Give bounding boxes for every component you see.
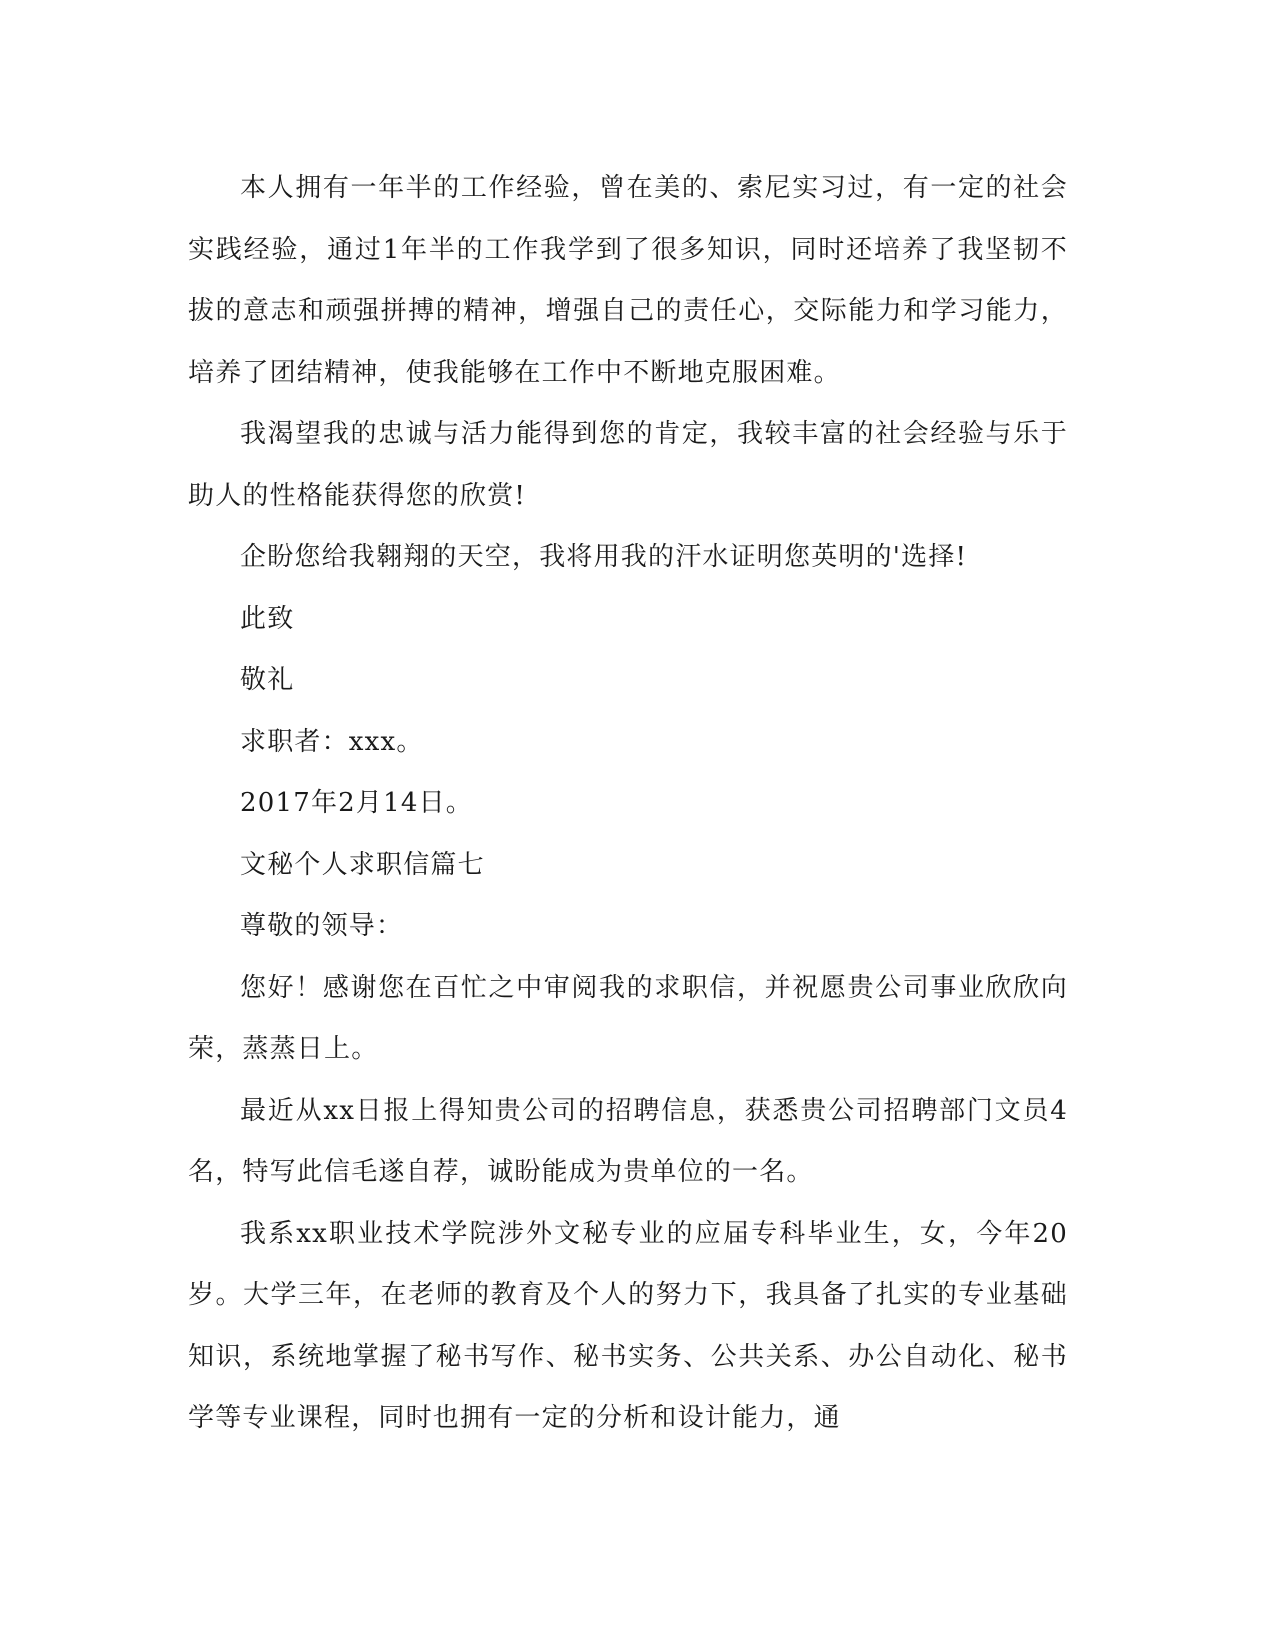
- closing-salute: 敬礼: [240, 665, 295, 695]
- letter-body: [188, 158, 1068, 1450]
- salutation: 尊敬的领导：: [240, 911, 404, 941]
- paragraph-work-experience: 本人拥有一年半的工作经验，曾在美的、索尼实习过，有一定的社会实践经验，通过1年半的工作我学到了很多知识，同时还培养了我坚韧不拔的意志和顽强拼搏的精神，增强自己的责任心，交际能力和学习能力，培养了团结精神，使我能够在工作中不断地克服困难。: [188, 173, 1068, 388]
- paragraph-self-introduction: 我系xx职业技术学院涉外文秘专业的应届专科毕业生，女，今年20岁。大学三年，在老师的教育及个人的努力下，我具备了扎实的专业基础知识，系统地掌握了秘书写作、秘书实务、公共关系、办公自动化、秘书学等专业课程，同时也拥有一定的分析和设计能力，通: [188, 1218, 1068, 1433]
- signature-applicant: 求职者：xxx。: [240, 726, 424, 757]
- closing-greeting: 此致: [240, 603, 295, 634]
- paragraph-greeting: 您好！感谢您在百忙之中审阅我的求职信，并祝愿贵公司事业欣欣向荣，蒸蒸日上。: [188, 972, 1068, 1064]
- paragraph-hope: 企盼您给我翱翔的天空，我将用我的汗水证明您英明的'选择!: [240, 542, 968, 572]
- signature-date: 2017年2月14日。: [240, 788, 473, 818]
- paragraph-desire: 我渴望我的忠诚与活力能得到您的肯定，我较丰富的社会经验与乐于助人的性格能获得您的欣赏!: [188, 419, 1068, 511]
- section-title: 文秘个人求职信篇七: [240, 849, 485, 880]
- paragraph-recruitment-info: 最近从xx日报上得知贵公司的招聘信息，获悉贵公司招聘部门文员4名，特写此信毛遂自荐，诚盼能成为贵单位的一名。: [188, 1095, 1068, 1187]
